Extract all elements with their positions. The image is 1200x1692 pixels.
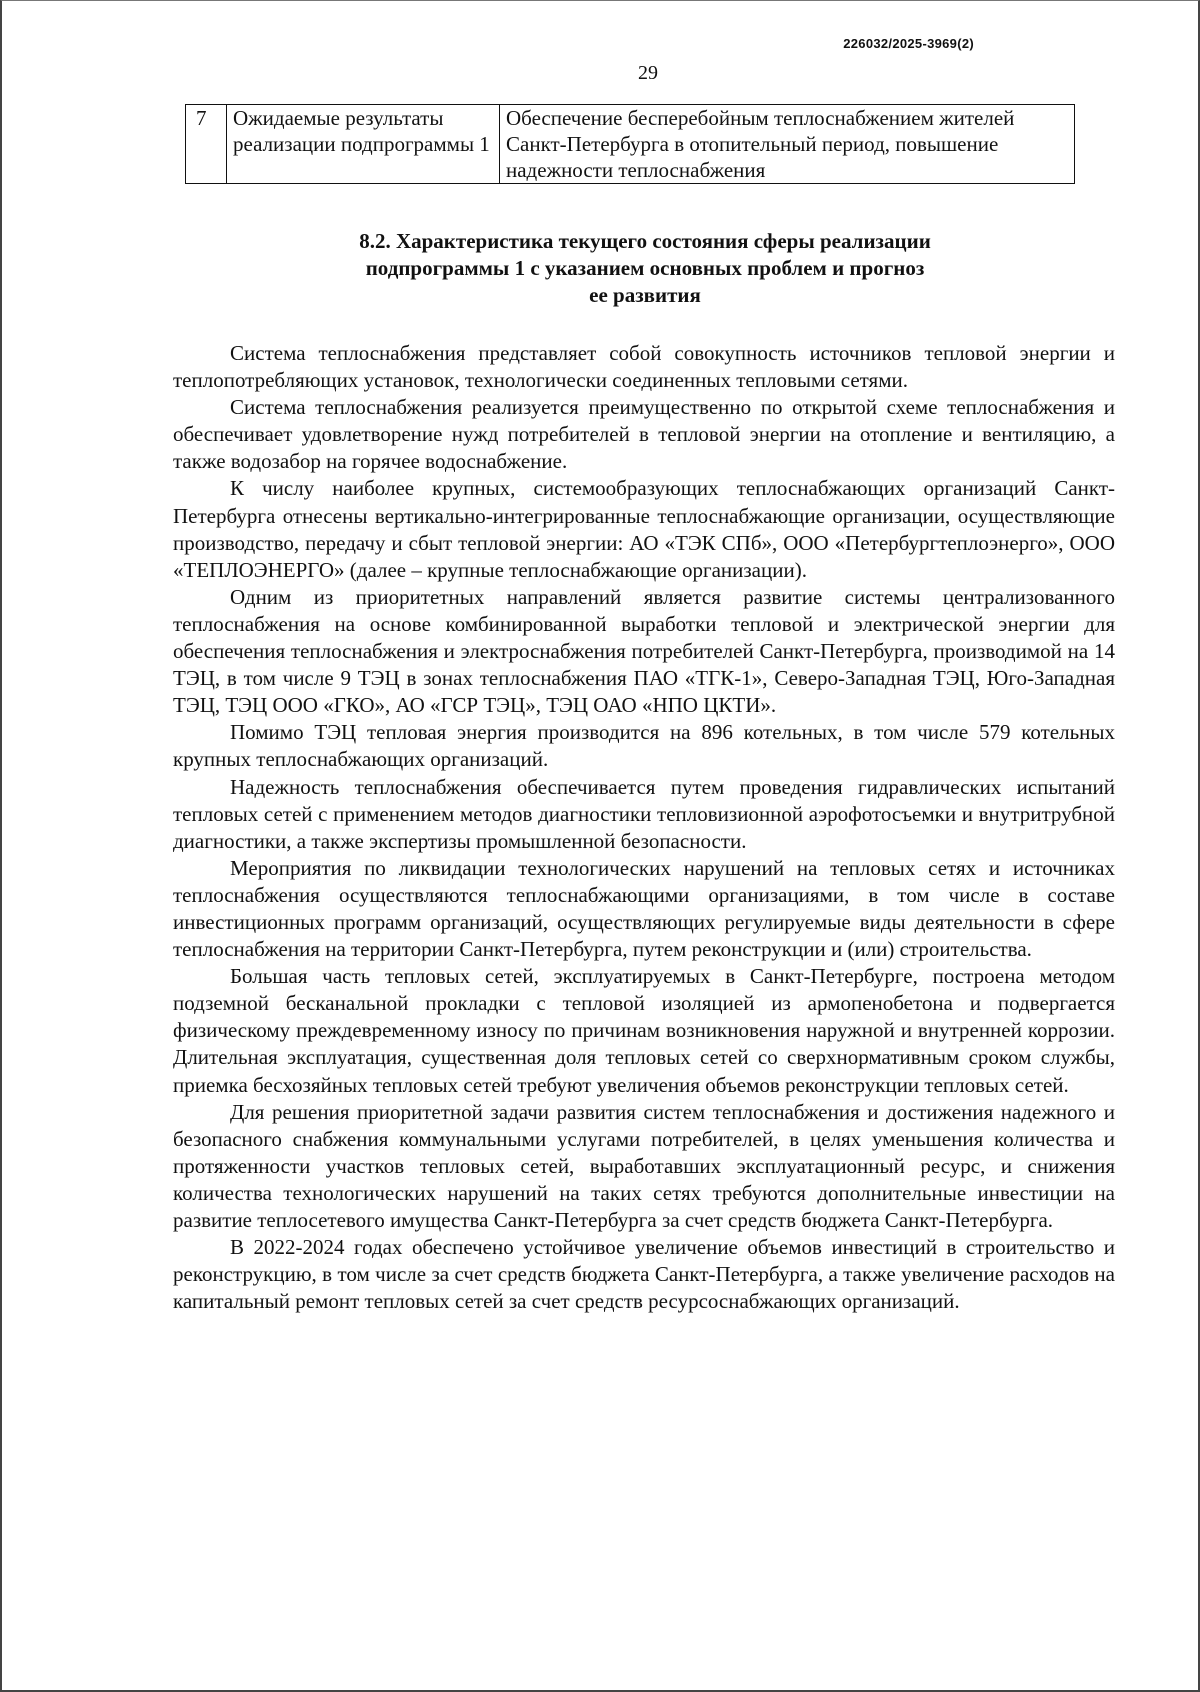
paragraph: Система теплоснабжения представляет собой совокупность источников тепловой энергии и теплопотребляющих установок, технологически соединенных тепловыми сетями. — [173, 341, 1115, 393]
paragraph: К числу наиболее крупных, системообразующих теплоснабжающих организаций Санкт-Петербурга отнесены вертикально-интегрированные теплоснабжающие организации, осуществляющие производство, передачу и сбыт тепловой энергии: АО «ТЭК СПб», ООО «Петербургтеплоэнерго», ООО «ТЕПЛОЭНЕРГО» (далее – крупные теплоснабжающие организации). — [173, 476, 1115, 582]
section-heading — [290, 228, 1000, 309]
paragraph: Система теплоснабжения реализуется преимущественно по открытой схеме теплоснабжения и обеспечивает удовлетворение нужд потребителей в тепловой энергии на отопление и вентиляцию, а также водозабор на горячее водоснабжение. — [173, 395, 1115, 474]
paragraph: Мероприятия по ликвидации технологических нарушений на тепловых сетях и источниках теплоснабжения осуществляются теплоснабжающими организациями, в том числе в составе инвестиционных программ организаций, осуществляющих регулируемые виды деятельности в сфере теплоснабжения на территории Санкт-Петербурга, путем реконструкции и (или) строительства. — [173, 855, 1115, 962]
section-heading-line: подпрограммы 1 с указанием основных проблем и прогноз — [365, 256, 925, 280]
paragraph: Помимо ТЭЦ тепловая энергия производится на 896 котельных, в том числе 579 котельных крупных теплоснабжающих организаций. — [173, 720, 1115, 772]
page-number: 29 — [638, 62, 658, 84]
paragraph: Большая часть тепловых сетей, эксплуатируемых в Санкт-Петербурге, построена методом подземной бесканальной прокладки с тепловой изоляцией из армопенобетона и подвергается физическому преждевременному износу по причинам возникновения наружной и внутренней коррозии. Длительная эксплуатация, существенная доля тепловых сетей со сверхнормативным сроком службы, приемка бесхозяйных тепловых сетей требуют увеличения объемов реконструкции тепловых сетей. — [173, 964, 1115, 1097]
row-value-cell: Обеспечение бесперебойным теплоснабжением жителей Санкт-Петербурга в отопительный период, повышение надежности теплоснабжения — [500, 105, 1075, 184]
paragraph: В 2022-2024 годах обеспечено устойчивое увеличение объемов инвестиций в строительство и реконструкцию, в том числе за счет средств бюджета Санкт-Петербурга, а также увеличение расходов на капитальный ремонт тепловых сетей за счет средств ресурсоснабжающих организаций. — [173, 1235, 1115, 1314]
section-heading-line: ее развития — [589, 283, 701, 307]
document-id: 226032/2025-3969(2) — [843, 36, 974, 51]
expected-results-table — [185, 104, 1075, 184]
row-name-cell: Ожидаемые результаты реализации подпрограммы 1 — [227, 105, 500, 184]
table-row — [186, 105, 1075, 184]
paragraph: Для решения приоритетной задачи развития систем теплоснабжения и достижения надежного и безопасного снабжения коммунальными услугами потребителей, в целях уменьшения количества и протяженности участков тепловых сетей, выработавших эксплуатационный ресурс, и снижения количества технологических нарушений на таких сетях требуются дополнительные инвестиции на развитие теплосетевого имущества Санкт-Петербурга за счет средств бюджета Санкт-Петербурга. — [173, 1099, 1115, 1232]
row-number-cell: 7 — [186, 105, 227, 184]
paragraph: Надежность теплоснабжения обеспечивается путем проведения гидравлических испытаний тепловых сетей с применением методов диагностики тепловизионной аэрофотосъемки и внутритрубной диагностики, а также экспертизы промышленной безопасности. — [173, 774, 1115, 853]
paragraph: Одним из приоритетных направлений является развитие системы централизованного теплоснабжения на основе комбинированной выработки тепловой и электрической энергии для обеспечения теплоснабжения и электроснабжения потребителей Санкт-Петербурга, производимой на 14 ТЭЦ, в том числе 9 ТЭЦ в зонах теплоснабжения ПАО «ТГК-1», Северо-Западная ТЭЦ, Юго-Западная ТЭЦ, ТЭЦ ООО «ГКО», АО «ГСР ТЭЦ», ТЭЦ ОАО «НПО ЦКТИ». — [173, 584, 1115, 718]
section-heading-line: 8.2. Характеристика текущего состояния сферы реализации — [359, 229, 931, 253]
body-text — [173, 340, 1115, 1315]
